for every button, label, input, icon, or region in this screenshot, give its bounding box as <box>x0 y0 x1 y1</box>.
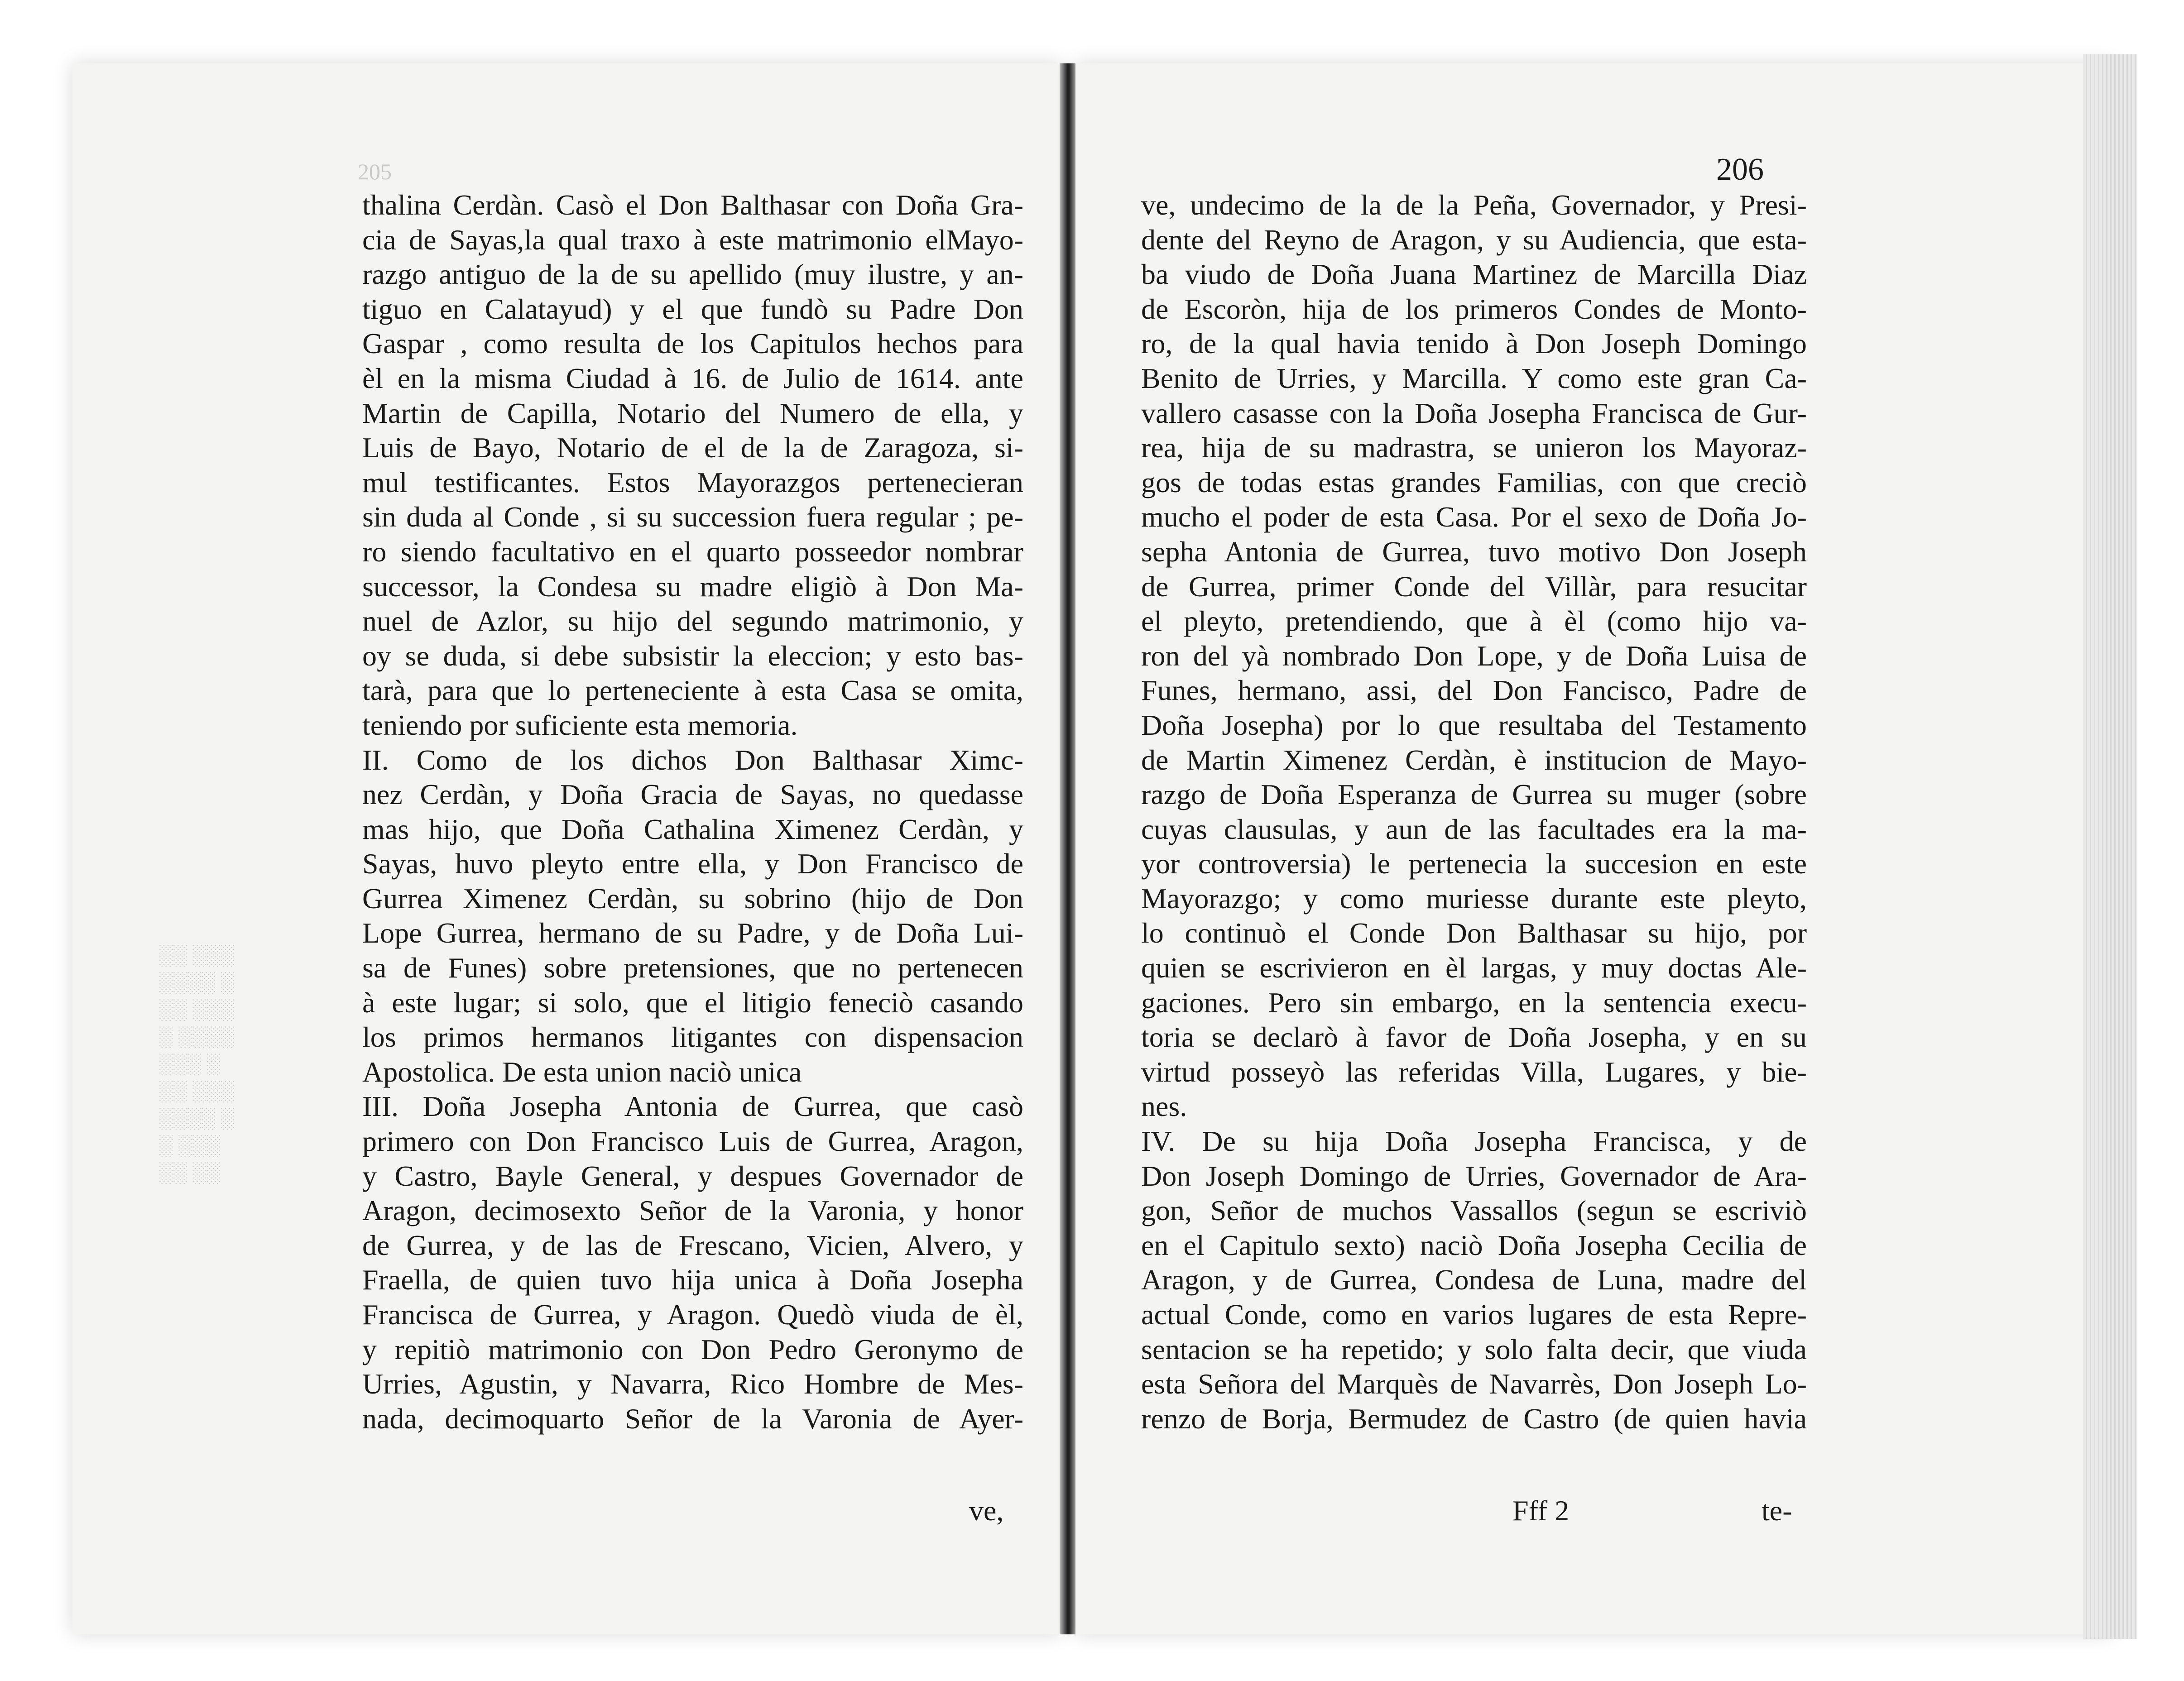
text-line: Gaspar , como resulta de los Capitulos hechos para <box>362 327 1023 360</box>
text-line: cuyas clausulas, y aun de las facultades era la ma- <box>1141 813 1807 845</box>
text-line: mas hijo, que Doña Cathalina Ximenez Cerdàn, y <box>362 813 1023 845</box>
page-number: 206 <box>1716 152 1764 187</box>
text-line: thalina Cerdàn. Casò el Don Balthasar con Doña Gra- <box>362 189 1023 221</box>
book-gutter <box>1060 63 1078 1634</box>
text-line: razgo de Doña Esperanza de Gurrea su muger (sobre <box>1141 778 1807 811</box>
text-line: razgo antiguo de la de su apellido (muy ilustre, y an- <box>362 258 1023 291</box>
text-line: esta Señora del Marquès de Navarrès, Don Joseph Lo- <box>1141 1368 1807 1400</box>
text-line: tarà, para que lo perteneciente à esta Casa se omita, <box>362 674 1023 707</box>
right-catchword: te- <box>1762 1494 1792 1527</box>
text-line: y Castro, Bayle General, y despues Governador de <box>362 1159 1023 1192</box>
text-line: dente del Reyno de Aragon, y su Audiencia, que esta- <box>1141 223 1807 256</box>
text-line: los primos hermanos litigantes con dispensacion <box>362 1021 1023 1054</box>
text-line: renzo de Borja, Bermudez de Castro (de quien havia <box>1141 1402 1807 1435</box>
text-line: Sayas, huvo pleyto entre ella, y Don Francisco de <box>362 848 1023 880</box>
text-line: II. Como de los dichos Don Balthasar Ximc- <box>362 743 1023 776</box>
text-line: ve, undecimo de la de la Peña, Governador, y Presi- <box>1141 189 1807 221</box>
text-line: ron del yà nombrado Don Lope, y de Doña Luisa de <box>1141 639 1807 672</box>
text-line: Benito de Urries, y Marcilla. Y como este gran Ca- <box>1141 362 1807 394</box>
text-line: yor controversia) le pertenecia la succesion en este <box>1141 848 1807 880</box>
text-line: nuel de Azlor, su hijo del segundo matrimonio, y <box>362 605 1023 637</box>
text-line: Don Joseph Domingo de Urries, Governador de Ara- <box>1141 1159 1807 1192</box>
text-line: sepha Antonia de Gurrea, tuvo motivo Don Joseph <box>1141 535 1807 568</box>
text-line: sentacion se ha repetido; y solo falta decir, que viuda <box>1141 1333 1807 1365</box>
text-line: Urries, Agustin, y Navarra, Rico Hombre de Mes- <box>362 1368 1023 1400</box>
text-line: Lope Gurrea, hermano de su Padre, y de Doña Lui- <box>362 917 1023 949</box>
page-edges <box>2083 54 2137 1639</box>
text-line: cia de Sayas,la qual traxo à este matrimonio elMayo- <box>362 223 1023 256</box>
text-line: de Gurrea, y de las de Frescano, Vicien, Alvero, y <box>362 1229 1023 1261</box>
text-line: nez Cerdàn, y Doña Gracia de Sayas, no quedasse <box>362 778 1023 811</box>
text-line: ba viudo de Doña Juana Martinez de Marcilla Diaz <box>1141 258 1807 291</box>
right-text-column <box>1141 188 1807 1436</box>
text-line: III. Doña Josepha Antonia de Gurrea, que casò <box>362 1090 1023 1123</box>
text-line: en el Capitulo sexto) naciò Doña Josepha Cecilia de <box>1141 1229 1807 1261</box>
show-through-text: ░░ ░░░ ░░░░ ░ ░░ ░░░ ░ ░░░░ ░░░ ░ ░░ ░░░ ░░░░ ░ ░ ░░░ ░░ ░░ <box>158 944 234 1183</box>
text-line: quien se escrivieron en èl largas, y muy doctas Ale- <box>1141 952 1807 984</box>
text-line: Doña Josepha) por lo que resultaba del Testamento <box>1141 709 1807 741</box>
text-line: el pleyto, pretendiendo, que à èl (como hijo va- <box>1141 605 1807 637</box>
text-line: sa de Funes) sobre pretensiones, que no pertenecen <box>362 952 1023 984</box>
text-line: de Gurrea, primer Conde del Villàr, para resucitar <box>1141 570 1807 603</box>
signature-mark: Fff 2 <box>1512 1494 1570 1527</box>
text-line: nes. <box>1141 1090 1187 1123</box>
text-line: mucho el poder de esta Casa. Por el sexo de Doña Jo- <box>1141 501 1807 533</box>
text-line: èl en la misma Ciudad à 16. de Julio de 1614. ante <box>362 362 1023 394</box>
text-line: virtud posseyò las referidas Villa, Lugares, y bie- <box>1141 1055 1807 1088</box>
text-line: oy se duda, si debe subsistir la eleccion; y esto bas- <box>362 639 1023 672</box>
text-line: actual Conde, como en varios lugares de esta Repre- <box>1141 1298 1807 1331</box>
text-line: primero con Don Francisco Luis de Gurrea, Aragon, <box>362 1125 1023 1158</box>
text-line: Mayorazgo; y como muriesse durante este pleyto, <box>1141 882 1807 915</box>
text-line: ro, de la qual havia tenido à Don Joseph Domingo <box>1141 327 1807 360</box>
text-line: gos de todas estas grandes Familias, con que creciò <box>1141 466 1807 498</box>
text-line: rea, hija de su madrastra, se unieron los Mayoraz- <box>1141 431 1807 464</box>
left-catchword: ve, <box>969 1494 1004 1527</box>
text-line: de Martin Ximenez Cerdàn, è institucion de Mayo- <box>1141 743 1807 776</box>
ghost-page-number: 205 <box>358 159 392 184</box>
text-line: tiguo en Calatayud) y el que fundò su Padre Don <box>362 292 1023 325</box>
text-line: de Escoròn, hija de los primeros Condes de Monto- <box>1141 292 1807 325</box>
text-line: Aragon, decimosexto Señor de la Varonia, y honor <box>362 1194 1023 1227</box>
text-line: teniendo por suficiente esta memoria. <box>362 709 798 741</box>
left-text-column <box>362 188 1023 1436</box>
text-line: à este lugar; si solo, que el litigio feneciò casando <box>362 986 1023 1019</box>
text-line: mul testificantes. Estos Mayorazgos pertenecieran <box>362 466 1023 498</box>
text-line: nada, decimoquarto Señor de la Varonia de Ayer- <box>362 1402 1023 1435</box>
text-line: gaciones. Pero sin embargo, en la sentencia execu- <box>1141 986 1807 1019</box>
text-line: Gurrea Ximenez Cerdàn, su sobrino (hijo de Don <box>362 882 1023 915</box>
text-line: Martin de Capilla, Notario del Numero de ella, y <box>362 397 1023 429</box>
text-line: gon, Señor de muchos Vassallos (segun se escriviò <box>1141 1194 1807 1227</box>
text-line: Aragon, y de Gurrea, Condesa de Luna, madre del <box>1141 1264 1807 1296</box>
text-line: ro siendo facultativo en el quarto posseedor nombrar <box>362 535 1023 568</box>
text-line: sin duda al Conde , si su succession fuera regular ; pe- <box>362 501 1023 533</box>
text-line: successor, la Condesa su madre eligiò à Don Ma- <box>362 570 1023 603</box>
text-line: lo continuò el Conde Don Balthasar su hijo, por <box>1141 917 1807 949</box>
text-line: Funes, hermano, assi, del Don Fancisco, Padre de <box>1141 674 1807 707</box>
text-line: Fraella, de quien tuvo hija unica à Doña Josepha <box>362 1264 1023 1296</box>
text-line: IV. De su hija Doña Josepha Francisca, y de <box>1141 1125 1807 1158</box>
text-line: vallero casasse con la Doña Josepha Francisca de Gur- <box>1141 397 1807 429</box>
text-line: Francisca de Gurrea, y Aragon. Quedò viuda de èl, <box>362 1298 1023 1331</box>
text-line: Apostolica. De esta union naciò unica <box>362 1055 802 1088</box>
text-line: y repitiò matrimonio con Don Pedro Geronymo de <box>362 1333 1023 1365</box>
text-line: Luis de Bayo, Notario de el de la de Zaragoza, si- <box>362 431 1023 464</box>
text-line: toria se declarò à favor de Doña Josepha, y en su <box>1141 1021 1807 1054</box>
